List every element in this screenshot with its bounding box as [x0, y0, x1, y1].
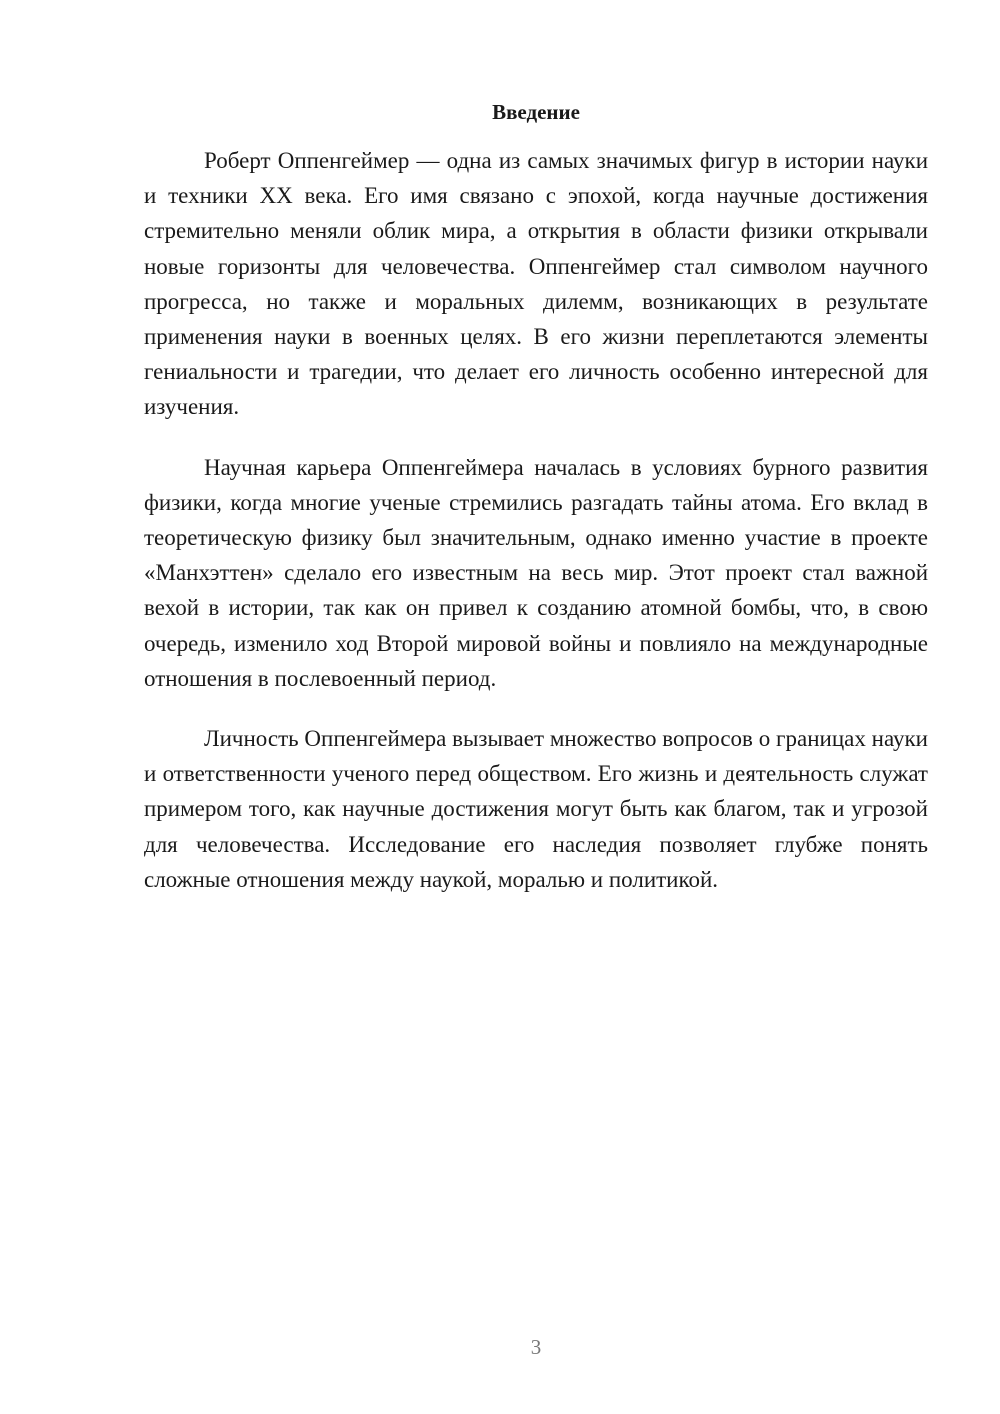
paragraph-2: Научная карьера Оппенгеймера началась в условиях бурного развития физики, когда многие ученые стремились разгадать тайны атома. Его вклад в теоретическую физику был значительным, однако именно участие в проекте «Манхэттен» сделало его известным на весь мир. Этот проект стал важной вехой в истории, так как он привел к созданию атомной бомбы, что, в свою очередь, изменило ход Второй мировой войны и повлияло на международные отношения в послевоенный период. [144, 454, 928, 691]
paragraph-3: Личность Оппенгеймера вызывает множество вопросов о границах науки и ответственности ученого перед обществом. Его жизнь и деятельность служат примером того, как научные достижения могут быть как благом, так и угрозой для человечества. Исследование его наследия позволяет глубже понять сложные отношения между наукой, моралью и политикой. [144, 726, 928, 892]
paragraph-1: Роберт Оппенгеймер — одна из самых значимых фигур в истории науки и техники XX века. Его имя связано с эпохой, когда научные достижения стремительно меняли облик мира, а открытия в области физики открывали новые горизонты для человечества. Оппенгеймер стал символом научного прогресса, но также и моральных дилемм, возникающих в результате применения науки в военных целях. В его жизни переплетаются элементы гениальности и трагедии, что делает его личность особенно интересной для изучения. [144, 148, 928, 420]
page-number: 3 [530, 1335, 542, 1359]
section-heading: Введение [492, 100, 580, 124]
body-text [144, 143, 928, 922]
